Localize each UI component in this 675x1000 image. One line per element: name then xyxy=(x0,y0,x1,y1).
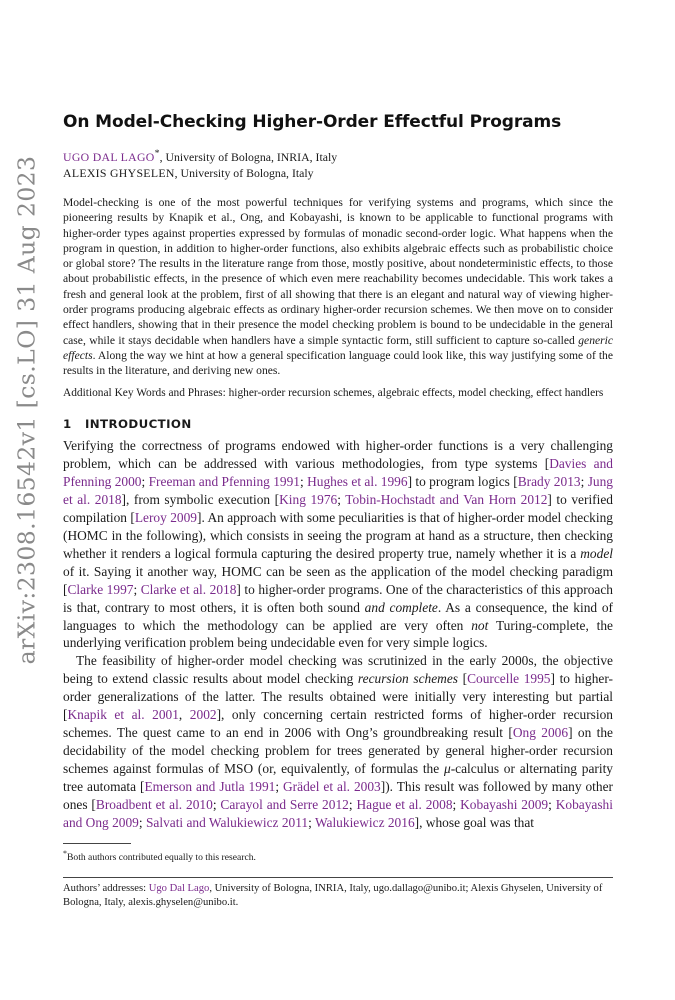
authors-addresses xyxy=(63,882,613,911)
footnote xyxy=(63,847,613,864)
author-2 xyxy=(63,165,613,181)
section-number: 1 xyxy=(63,417,72,432)
addresses-label: Authors’ addresses: xyxy=(63,882,149,894)
emphasis: not xyxy=(471,617,489,633)
author-1-name-link[interactable]: UGO DAL LAGO xyxy=(63,149,155,164)
citation-link[interactable]: Ong 2006 xyxy=(512,724,569,740)
abstract xyxy=(63,195,613,379)
author-1 xyxy=(63,146,613,165)
citation-link[interactable]: Freeman and Pfenning 1991 xyxy=(148,474,301,490)
author-address-link[interactable]: Ugo Dal Lago xyxy=(148,882,210,894)
arxiv-identifier: arXiv:2308.16542v1 [cs.LO] 31 Aug 2023 xyxy=(12,155,40,665)
citation-link[interactable]: Grädel et al. 2003 xyxy=(283,778,381,794)
emphasis: recursion schemes xyxy=(357,671,458,687)
citation-link[interactable]: King 1976 xyxy=(279,492,338,508)
citation-link[interactable]: Salvati and Walukiewicz 2011 xyxy=(145,814,309,830)
author-1-affiliation: , University of Bologna, INRIA, Italy xyxy=(159,149,338,164)
citation-link[interactable]: Jung et al. 2018 xyxy=(63,474,613,508)
addresses-rule xyxy=(63,877,613,878)
citation-link[interactable]: Knapik et al. 2001 xyxy=(67,707,179,723)
addresses-text: , University of Bologna, INRIA, Italy, ugo.dallago@unibo.it; Alexis Ghyselen, University of Bologna, Italy, alexis.ghyselen@unibo.it. xyxy=(63,882,603,909)
arxiv-sidebar xyxy=(6,130,46,690)
author-1-footnote-mark: * xyxy=(154,148,160,159)
footnote-mark: * xyxy=(63,849,67,859)
paragraph-1: Verifying the correctness of programs endowed with higher-order functions is a very challenging problem, which can be addressed with various methodologies, from type systems [Davies and Pfenning 2000; Freeman and Pfenning 1991; Hughes et al. 1996] to program logics [Brady 2013; Jung et al. 2018], from symbolic execution [King 1976; Tobin-Hochstadt and Van Horn 2012] to verified compilation [Leroy 2009]. An approach with some peculiarities is that of higher-order model checking (HOMC in the following), which consists in seeing the program at hand as a structure, then checking whether it renders a logical formula capturing the desired property true, namely whether it is a model of it. Saying it another way, HOMC can be seen as the application of the model checking paradigm [Clarke 1997; Clarke et al. 2018] to higher-order programs. One of the characteristics of this approach is that, contrary to most others, it is often both sound and complete. As a consequence, the kind of languages to which the methodology can be applied are very often not Turing-complete, the underlying verification problem being undecidable even for very simple logics. xyxy=(63,438,614,651)
footnote-text: Both authors contributed equally to this research. xyxy=(67,852,256,864)
abstract-emphasis: generic effects xyxy=(63,333,614,362)
citation-link[interactable]: Emerson and Jutla 1991 xyxy=(144,778,276,794)
paper-title: On Model-Checking Higher-Order Effectful Programs xyxy=(63,112,562,132)
citation-link[interactable]: Walukiewicz 2016 xyxy=(314,814,415,830)
citation-link[interactable]: 2002 xyxy=(189,707,217,723)
citation-link[interactable]: Kobayashi and Ong 2009 xyxy=(63,796,613,830)
author-2-affiliation: , University of Bologna, Italy xyxy=(174,165,314,180)
citation-link[interactable]: Clarke et al. 2018 xyxy=(140,581,237,597)
abstract-text-end: . Along the way we hint at how a general specification language could look like, this way justifying some of the results in the literature, and deriving new ones. xyxy=(63,348,613,378)
citation-link[interactable]: Brady 2013 xyxy=(517,474,581,490)
citation-link[interactable]: Hague et al. 2008 xyxy=(356,796,453,812)
citation-link[interactable]: Davies and Pfenning 2000 xyxy=(63,456,613,490)
paragraph-2: The feasibility of higher-order model checking was scrutinized in the early 2000s, the objective being to extend classic results about model checking recursion schemes [Courcelle 1995] to higher-order generalizations of the latter. The results obtained were initially very interesting but partial [Knapik et al. 2001, 2002], only concerning certain restricted forms of higher-order recursion schemes. The quest came to an end in 2006 with Ong’s groundbreaking result [Ong 2006] on the decidability of the model checking problem for trees generated by general higher-order recursion schemes against formulas of MSO (or, equivalently, of formulas the μ-calculus or alternating parity tree automata [Emerson and Jutla 1991; Grädel et al. 2003]). This result was followed by many other ones [Broadbent et al. 2010; Carayol and Serre 2012; Hague et al. 2008; Kobayashi 2009; Kobayashi and Ong 2009; Salvati and Walukiewicz 2011; Walukiewicz 2016], whose goal was that xyxy=(63,653,614,830)
footnote-rule xyxy=(63,843,131,844)
citation-link[interactable]: Carayol and Serre 2012 xyxy=(220,796,349,812)
introduction-body xyxy=(63,437,613,831)
citation-link[interactable]: Leroy 2009 xyxy=(134,510,197,526)
emphasis: and complete xyxy=(364,599,438,615)
citation-link[interactable]: Courcelle 1995 xyxy=(467,671,551,687)
emphasis: μ xyxy=(443,760,451,776)
emphasis: model xyxy=(580,545,613,561)
abstract-text: Model-checking is one of the most powerful techniques for verifying systems and programs, which since the pioneering results by Knapik et al., Ong, and Kobayashi, is known to be applicable to functional programs with higher-order types against properties expressed by formulas of monadic second-order logic. What happens when the program in question, in addition to higher-order functions, also exhibits algebraic effects such as probabilistic choice or global store? The results in the literature range from those, mostly positive, about nondeterministic effects, to those about probabilistic effects, in the presence of which even mere reachability becomes undecidable. This work takes a fresh and general look at the problem, first of all showing that there is an elegant and natural way of viewing higher-order programs producing algebraic effects as ordinary higher-order recursion schemes. We then move on to consider effect handlers, showing that in their presence the model checking problem is bound to be undecidable in the general case, while it stays decidable when handlers have a simple syntactic form, still sufficient to capture so-called xyxy=(63,195,613,347)
citation-link[interactable]: Clarke 1997 xyxy=(67,581,134,597)
section-title: INTRODUCTION xyxy=(85,417,192,432)
citation-link[interactable]: Kobayashi 2009 xyxy=(460,796,549,812)
citation-link[interactable]: Tobin-Hochstadt and Van Horn 2012 xyxy=(345,492,548,508)
author-2-name: ALEXIS GHYSELEN xyxy=(63,165,175,180)
citation-link[interactable]: Broadbent et al. 2010 xyxy=(95,796,213,812)
citation-link[interactable]: Hughes et al. 1996 xyxy=(307,474,408,490)
paper-content xyxy=(63,112,613,911)
keywords: Additional Key Words and Phrases: higher-order recursion schemes, algebraic effects, model checking, effect handlers xyxy=(63,387,604,400)
section-heading xyxy=(63,417,613,431)
